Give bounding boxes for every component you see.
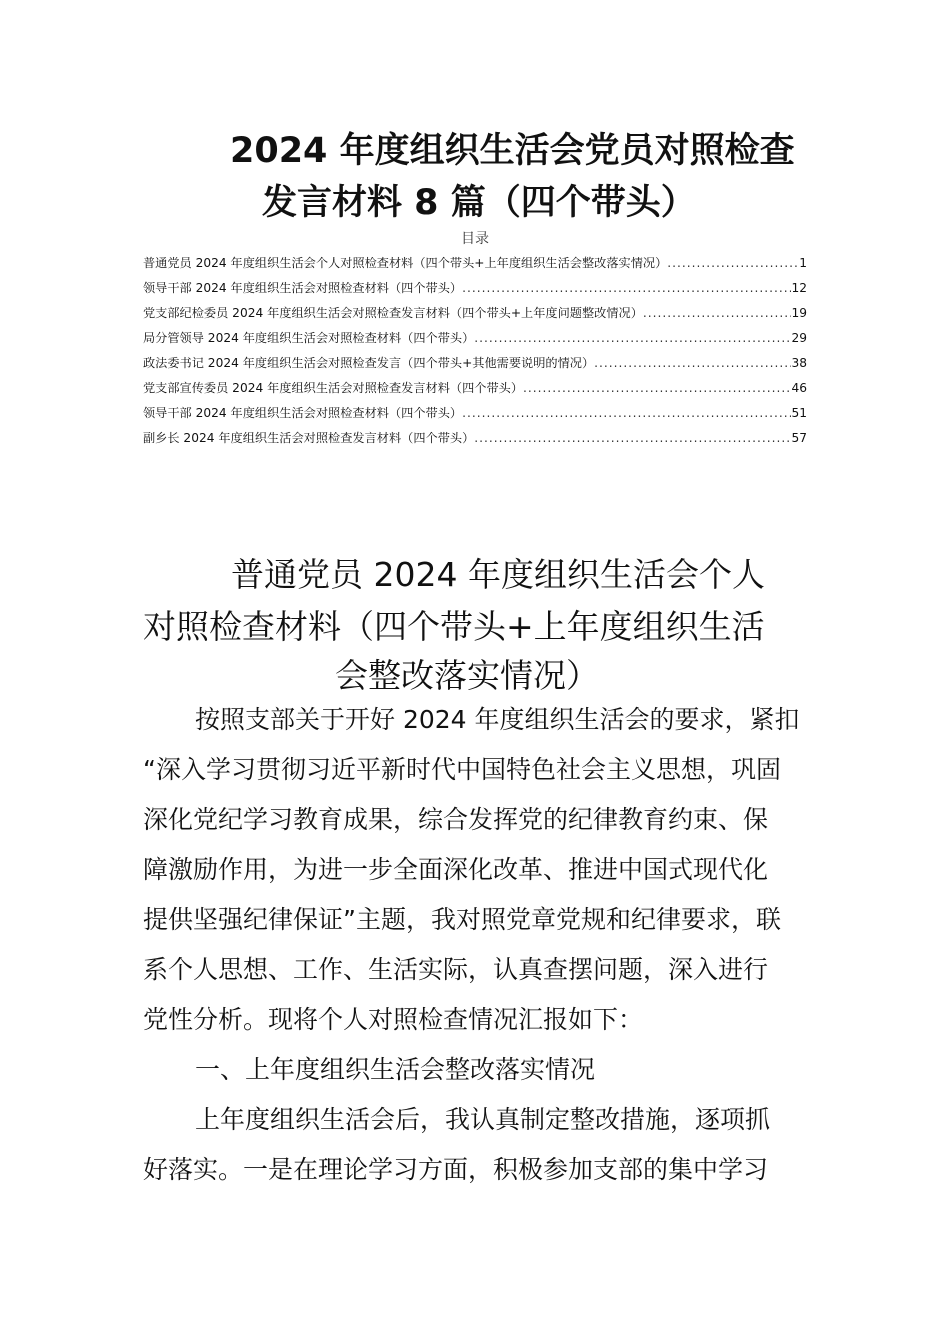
section-title-line-3: 会整改落实情况） bbox=[335, 656, 599, 695]
toc-entry-title: 领导干部 2024 年度组织生活会对照检查材料（四个带头） bbox=[143, 406, 463, 420]
document-title-line-1: 2024 年度组织生活会党员对照检查 bbox=[230, 131, 795, 171]
toc-entry[interactable] bbox=[143, 304, 807, 329]
body-text-line: 好落实。一是在理论学习方面，积极参加支部的集中学习 bbox=[143, 1155, 769, 1184]
toc-entry[interactable] bbox=[143, 354, 807, 379]
section-title-line-2: 对照检查材料（四个带头+上年度组织生活 bbox=[143, 607, 765, 646]
toc-entry[interactable] bbox=[143, 429, 807, 454]
body-text-line: 系个人思想、工作、生活实际，认真查摆问题，深入进行 bbox=[143, 955, 769, 984]
toc-heading: 目录 bbox=[461, 231, 489, 247]
toc-leader-dots bbox=[643, 306, 792, 320]
toc-entry-title: 领导干部 2024 年度组织生活会对照检查材料（四个带头） bbox=[143, 281, 463, 295]
toc-entry-page: 19 bbox=[791, 306, 807, 320]
body-text-line: 上年度组织生活会后，我认真制定整改措施，逐项抓 bbox=[195, 1105, 771, 1134]
body-text-line: “深入学习贯彻习近平新时代中国特色社会主义思想，巩固 bbox=[143, 755, 781, 784]
toc-entry-title: 副乡长 2024 年度组织生活会对照检查发言材料（四个带头） bbox=[143, 431, 475, 445]
toc-leader-dots bbox=[462, 281, 791, 295]
body-text-line: 障激励作用，为进一步全面深化改革、推进中国式现代化 bbox=[143, 855, 769, 884]
toc-entry[interactable] bbox=[143, 379, 807, 404]
toc-leader-dots bbox=[523, 381, 791, 395]
toc-entry-page: 1 bbox=[799, 256, 807, 270]
body-text-line: 党性分析。现将个人对照检查情况汇报如下： bbox=[143, 1005, 644, 1034]
table-of-contents bbox=[143, 254, 807, 454]
toc-leader-dots bbox=[474, 331, 791, 345]
toc-leader-dots bbox=[667, 256, 799, 270]
document-title-line-2: 发言材料 8 篇（四个带头） bbox=[262, 183, 696, 223]
toc-entry-title: 政法委书记 2024 年度组织生活会对照检查发言（四个带头+其他需要说明的情况） bbox=[143, 356, 595, 370]
body-text-line: 深化党纪学习教育成果，综合发挥党的纪律教育约束、保 bbox=[143, 805, 769, 834]
toc-entry[interactable] bbox=[143, 279, 807, 304]
toc-entry-page: 57 bbox=[791, 431, 807, 445]
toc-entry-title: 党支部宣传委员 2024 年度组织生活会对照检查发言材料（四个带头） bbox=[143, 381, 524, 395]
toc-entry[interactable] bbox=[143, 404, 807, 429]
toc-entry-title: 党支部纪检委员 2024 年度组织生活会对照检查发言材料（四个带头+上年度问题整改情况） bbox=[143, 306, 643, 320]
toc-entry-page: 46 bbox=[791, 381, 807, 395]
toc-entry-page: 51 bbox=[791, 406, 807, 420]
toc-entry-page: 38 bbox=[791, 356, 807, 370]
body-text-line: 提供坚强纪律保证”主题，我对照党章党规和纪律要求，联 bbox=[143, 905, 781, 934]
toc-leader-dots bbox=[474, 431, 791, 445]
toc-leader-dots bbox=[462, 406, 791, 420]
toc-entry-title: 局分管领导 2024 年度组织生活会对照检查材料（四个带头） bbox=[143, 331, 475, 345]
toc-entry-page: 29 bbox=[791, 331, 807, 345]
section-title-line-1: 普通党员 2024 年度组织生活会个人 bbox=[231, 555, 765, 594]
body-text-line: 按照支部关于开好 2024 年度组织生活会的要求，紧扣 bbox=[195, 705, 800, 734]
toc-entry[interactable] bbox=[143, 254, 807, 279]
toc-leader-dots bbox=[594, 356, 791, 370]
toc-entry[interactable] bbox=[143, 329, 807, 354]
section-heading: 一、上年度组织生活会整改落实情况 bbox=[195, 1055, 596, 1084]
toc-entry-page: 12 bbox=[791, 281, 807, 295]
toc-entry-title: 普通党员 2024 年度组织生活会个人对照检查材料（四个带头+上年度组织生活会整改落实情况） bbox=[143, 256, 668, 270]
